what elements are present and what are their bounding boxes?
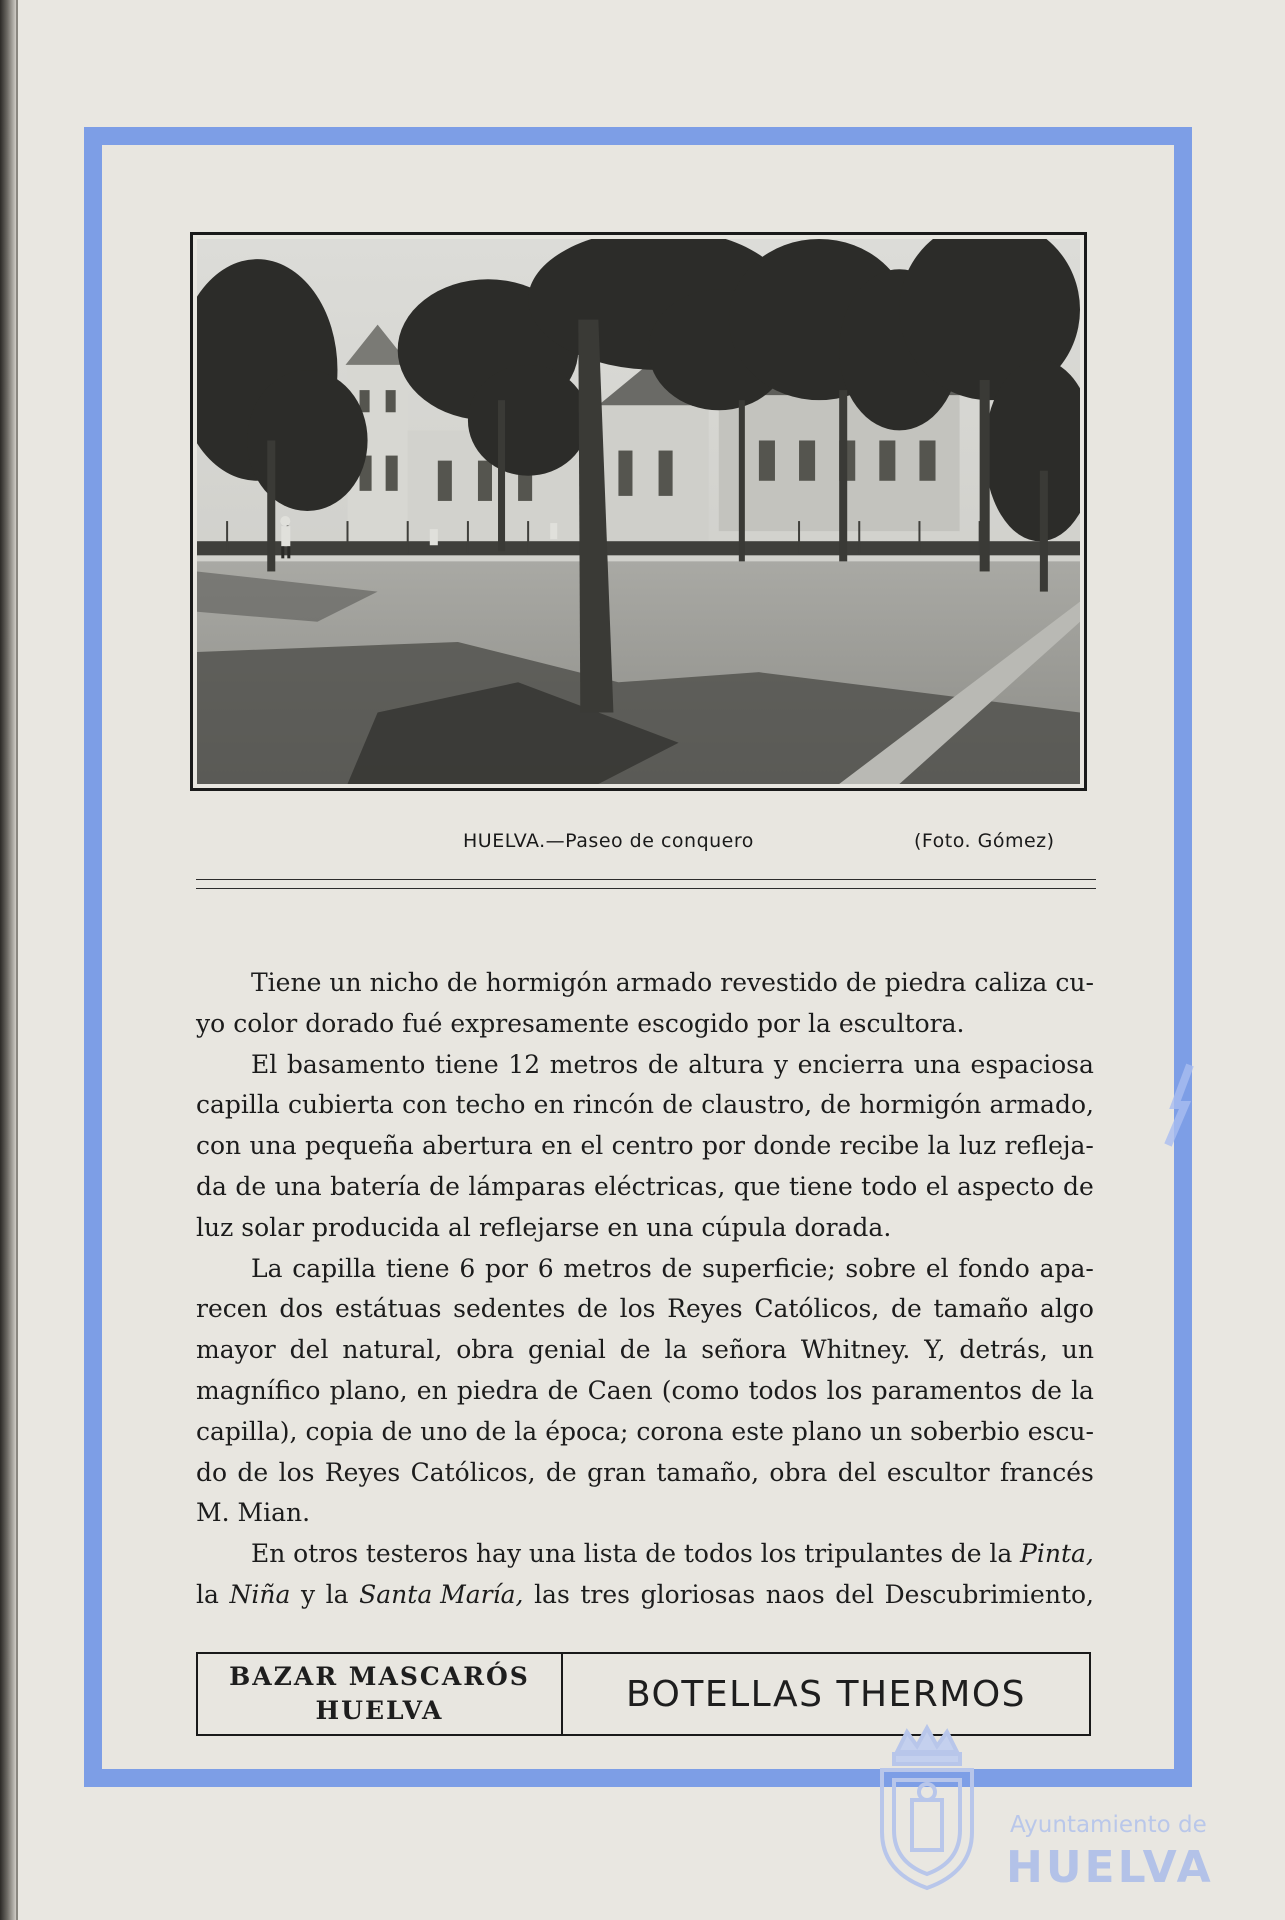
- body-word: la: [1071, 1375, 1094, 1405]
- body-word: un: [869, 1416, 903, 1446]
- body-word: tiene: [789, 1171, 853, 1201]
- body-word: altura: [688, 1049, 765, 1079]
- body-word: de: [1063, 1171, 1094, 1201]
- body-line: [196, 1208, 1094, 1249]
- body-word: basamento: [286, 1049, 426, 1079]
- body-word: fondo: [958, 1253, 1030, 1283]
- body-word: soberbio: [910, 1416, 1020, 1446]
- body-word: claustro,: [701, 1090, 813, 1120]
- body-word: francés: [1000, 1457, 1094, 1487]
- body-word: La: [251, 1253, 283, 1283]
- body-word: plano: [791, 1416, 862, 1446]
- body-word: de: [647, 1049, 679, 1079]
- body-word: lámparas: [468, 1171, 586, 1201]
- ad-store-line1: BAZAR MASCARÓS: [229, 1662, 530, 1691]
- body-word: dorado: [305, 1008, 395, 1038]
- body-word: estátuas: [334, 1294, 442, 1324]
- body-word: (como: [661, 1375, 740, 1405]
- body-word: corona: [636, 1416, 724, 1446]
- body-word: uno: [420, 1416, 468, 1446]
- body-word: las: [534, 1579, 570, 1609]
- body-word: los: [760, 1539, 797, 1569]
- body-word: todo: [861, 1171, 918, 1201]
- body-line: [196, 1412, 1094, 1453]
- body-word: yo: [196, 1008, 226, 1038]
- body-word: de: [820, 1090, 852, 1120]
- watermark-line1: Ayuntamiento de: [1010, 1812, 1207, 1838]
- body-word: dos: [279, 1294, 324, 1324]
- body-line: [196, 1371, 1094, 1412]
- body-word: de: [577, 1294, 608, 1324]
- body-word: la: [989, 1539, 1013, 1569]
- body-word: Reyes: [324, 1457, 401, 1487]
- body-word: M.: [196, 1498, 230, 1528]
- body-word: de: [619, 1335, 651, 1365]
- body-word: el: [580, 1131, 604, 1161]
- body-word: de: [235, 1171, 267, 1201]
- body-word: un: [329, 968, 362, 997]
- body-word: metros: [549, 1049, 639, 1079]
- street-photo-illustration: [197, 239, 1080, 784]
- body-word: do: [196, 1457, 228, 1487]
- body-word: de: [429, 1171, 460, 1201]
- blue-ink-mark: [1150, 1060, 1210, 1150]
- body-word: tamaño: [933, 1294, 1029, 1324]
- body-word: de: [661, 1253, 693, 1283]
- body-word: todos: [683, 1539, 753, 1569]
- body-word: solar: [241, 1212, 305, 1242]
- body-word: pequeña: [305, 1131, 414, 1161]
- body-word: abertura: [422, 1131, 533, 1161]
- body-word: el: [925, 1171, 949, 1201]
- watermark-line2: HUELVA: [1006, 1842, 1214, 1893]
- body-word: una: [646, 1212, 694, 1242]
- body-word: escu-: [1027, 1416, 1094, 1446]
- body-word: al: [448, 1212, 471, 1242]
- body-word: la: [927, 1131, 951, 1161]
- body-word: refleja-: [1004, 1131, 1094, 1161]
- body-word: mayor: [196, 1335, 276, 1365]
- body-word: en: [607, 1212, 639, 1242]
- body-word: gloriosas: [640, 1579, 756, 1609]
- body-word: de: [237, 1457, 269, 1487]
- body-word: superficie;: [702, 1253, 836, 1283]
- body-word: cúpula: [701, 1212, 787, 1242]
- body-word: testeros: [365, 1539, 469, 1569]
- body-word: época;: [545, 1416, 629, 1446]
- body-word: batería: [330, 1171, 421, 1201]
- body-word: en: [533, 1090, 565, 1120]
- body-line: [196, 1249, 1094, 1290]
- body-word: tres: [580, 1579, 630, 1609]
- double-rule-bottom: [196, 888, 1096, 889]
- body-text: [196, 963, 1094, 1616]
- body-word: Católicos,: [410, 1457, 536, 1487]
- body-word: capilla: [196, 1090, 280, 1120]
- body-word: piedra: [884, 968, 967, 997]
- body-word: En: [251, 1539, 286, 1569]
- body-word: da: [196, 1171, 227, 1201]
- body-word: que: [733, 1171, 781, 1201]
- body-word: armado: [615, 968, 713, 997]
- body-word: con: [196, 1131, 242, 1161]
- body-word: gran: [587, 1457, 647, 1487]
- body-word: lista: [583, 1539, 638, 1569]
- body-word: recen: [196, 1294, 268, 1324]
- body-word: naos: [765, 1579, 825, 1609]
- archive-watermark: [870, 1722, 1250, 1902]
- body-word: aspecto: [956, 1171, 1055, 1201]
- ad-store-line2: HUELVA: [315, 1696, 444, 1725]
- body-word: Santa María,: [359, 1579, 524, 1609]
- body-word: de: [845, 968, 877, 997]
- body-word: plano,: [329, 1375, 408, 1405]
- body-line: [196, 1004, 1094, 1045]
- body-line: [196, 1534, 1094, 1575]
- body-word: Y,: [924, 1335, 946, 1365]
- body-line: [196, 1085, 1094, 1126]
- body-word: escogido: [637, 1008, 749, 1038]
- body-word: y: [773, 1049, 788, 1079]
- photo-credit: (Foto. Gómez): [914, 830, 1055, 852]
- body-word: de: [891, 1294, 922, 1324]
- body-word: espaciosa: [970, 1049, 1094, 1079]
- body-word: techo: [455, 1090, 526, 1120]
- body-word: armado,: [989, 1090, 1094, 1120]
- body-word: capilla: [292, 1253, 377, 1283]
- body-word: una: [528, 1539, 576, 1569]
- body-word: hormigón: [859, 1090, 982, 1120]
- body-line: [196, 1330, 1094, 1371]
- body-word: Whitney.: [800, 1335, 911, 1365]
- body-word: metros: [563, 1253, 652, 1283]
- body-word: rincón: [572, 1090, 654, 1120]
- body-word: hormigón: [485, 968, 608, 997]
- body-word: luz: [958, 1131, 997, 1161]
- body-word: Descubrimiento,: [884, 1579, 1094, 1609]
- body-word: Caen: [587, 1375, 653, 1405]
- body-word: tamaño,: [656, 1457, 760, 1487]
- body-word: el: [925, 1253, 949, 1283]
- body-word: 12: [508, 1049, 541, 1079]
- body-word: fué: [402, 1008, 443, 1038]
- street-photo: [190, 232, 1087, 791]
- body-word: cu-: [1055, 968, 1094, 997]
- body-word: hay: [475, 1539, 522, 1569]
- body-word: de: [950, 1539, 982, 1569]
- body-word: 6: [537, 1253, 554, 1283]
- body-word: revestido: [720, 968, 838, 997]
- body-word: luz: [196, 1212, 234, 1242]
- body-word: Niña: [229, 1579, 291, 1609]
- body-word: obra: [769, 1457, 828, 1487]
- body-word: encierra: [797, 1049, 905, 1079]
- body-word: sedentes: [453, 1294, 566, 1324]
- body-word: de: [547, 1375, 579, 1405]
- body-word: tripulantes: [804, 1539, 944, 1569]
- body-word: la: [514, 1416, 538, 1446]
- body-word: los: [278, 1457, 315, 1487]
- body-word: piedra: [456, 1375, 539, 1405]
- body-word: por: [484, 1253, 528, 1283]
- photo-caption: HUELVA.—Paseo de conquero: [463, 830, 754, 852]
- body-word: la: [325, 1579, 349, 1609]
- body-word: Tiene: [251, 968, 322, 997]
- ad-product: BOTELLAS THERMOS: [625, 1673, 1027, 1715]
- body-word: los: [619, 1294, 656, 1324]
- body-word: capilla),: [196, 1416, 298, 1446]
- body-word: recibe: [839, 1131, 920, 1161]
- body-word: paramentos: [871, 1375, 1022, 1405]
- body-word: natural,: [342, 1335, 443, 1365]
- page-edge: [16, 0, 18, 1920]
- body-word: color: [233, 1008, 298, 1038]
- body-word: escultor: [886, 1457, 990, 1487]
- ad-store-name: [198, 1654, 563, 1734]
- body-word: una: [913, 1049, 961, 1079]
- body-word: los: [826, 1375, 863, 1405]
- body-line: [196, 1045, 1094, 1086]
- body-word: de: [1031, 1375, 1062, 1405]
- body-word: copia: [305, 1416, 374, 1446]
- body-word: sobre: [845, 1253, 917, 1283]
- body-word: en: [541, 1131, 573, 1161]
- body-word: cubierta: [288, 1090, 394, 1120]
- body-word: reflejarse: [478, 1212, 600, 1242]
- body-word: donde: [753, 1131, 832, 1161]
- body-word: dorada.: [794, 1212, 892, 1242]
- body-word: de: [545, 1457, 577, 1487]
- body-word: y: [300, 1579, 316, 1609]
- body-word: detrás,: [959, 1335, 1048, 1365]
- body-word: la: [196, 1579, 219, 1609]
- body-word: eléctricas,: [594, 1171, 726, 1201]
- body-word: de: [446, 968, 478, 997]
- body-word: tiene: [434, 1049, 499, 1079]
- body-line: [196, 1453, 1094, 1494]
- body-word: por: [701, 1131, 745, 1161]
- body-word: la: [664, 1335, 688, 1365]
- body-word: la: [807, 1008, 831, 1038]
- huelva-coat-of-arms-icon: [872, 1722, 982, 1892]
- body-word: nicho: [369, 968, 439, 997]
- body-word: expresamente: [450, 1008, 630, 1038]
- body-word: en: [416, 1375, 448, 1405]
- body-word: 6: [459, 1253, 476, 1283]
- body-word: señora: [701, 1335, 787, 1365]
- body-word: todos: [748, 1375, 818, 1405]
- body-word: El: [251, 1049, 278, 1079]
- body-word: Pinta,: [1020, 1539, 1094, 1569]
- body-line: [196, 1289, 1094, 1330]
- body-word: escultora.: [838, 1008, 965, 1038]
- body-word: caliza: [974, 968, 1048, 997]
- body-line: [196, 963, 1094, 1004]
- body-word: tiene: [385, 1253, 450, 1283]
- body-word: de: [475, 1416, 507, 1446]
- body-word: de: [381, 1416, 413, 1446]
- body-line: [196, 1126, 1094, 1167]
- body-word: Reyes: [667, 1294, 743, 1324]
- body-word: una: [249, 1131, 297, 1161]
- body-word: genial: [528, 1335, 606, 1365]
- body-word: magnífico: [196, 1375, 321, 1405]
- body-line: [196, 1167, 1094, 1208]
- body-word: con: [402, 1090, 448, 1120]
- body-word: de: [662, 1090, 694, 1120]
- body-word: centro: [611, 1131, 694, 1161]
- body-word: un: [1061, 1335, 1094, 1365]
- body-word: otros: [293, 1539, 359, 1569]
- body-word: obra: [456, 1335, 515, 1365]
- double-rule-top: [196, 879, 1096, 880]
- body-word: por: [756, 1008, 800, 1038]
- body-word: una: [274, 1171, 322, 1201]
- body-line: [196, 1575, 1094, 1616]
- body-word: este: [731, 1416, 784, 1446]
- body-word: de: [645, 1539, 677, 1569]
- body-word: del: [289, 1335, 329, 1365]
- body-word: Mian.: [237, 1498, 311, 1528]
- body-word: del: [837, 1457, 877, 1487]
- body-word: del: [835, 1579, 875, 1609]
- body-word: algo: [1039, 1294, 1094, 1324]
- body-line: [196, 1493, 1094, 1534]
- body-word: Católicos,: [754, 1294, 880, 1324]
- book-spine-shadow: [0, 0, 16, 1920]
- body-word: apa-: [1039, 1253, 1094, 1283]
- body-word: producida: [312, 1212, 441, 1242]
